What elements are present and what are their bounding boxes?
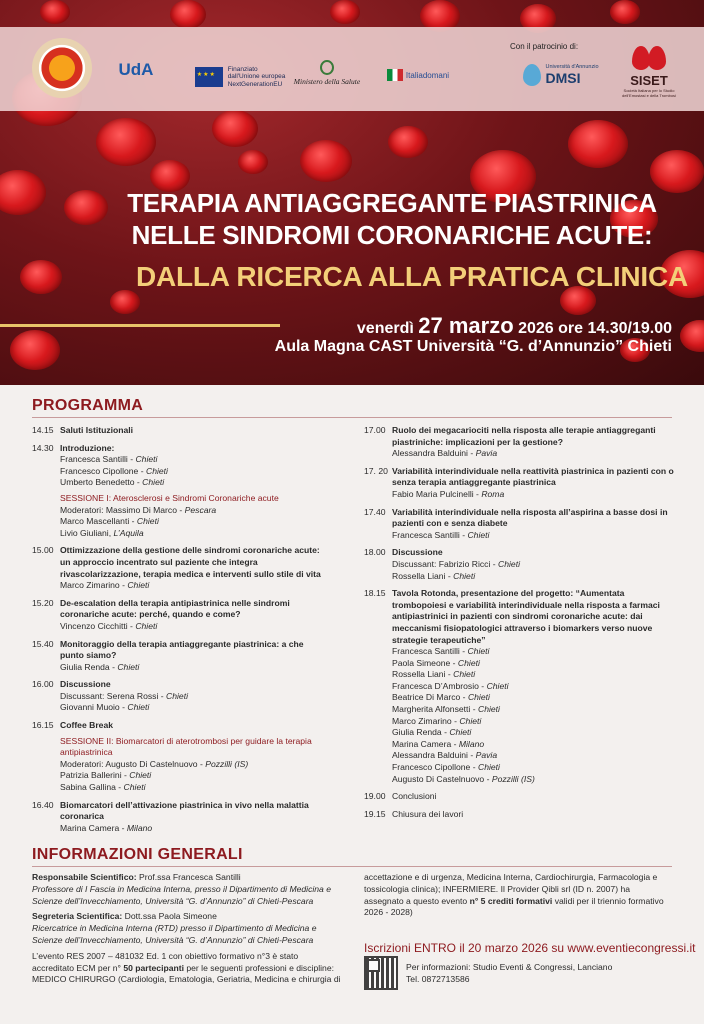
program-title: Discussione	[60, 679, 111, 690]
program-title: Conclusioni	[392, 791, 437, 802]
program-item	[364, 507, 674, 542]
blood-cell-icon	[212, 110, 258, 147]
contact-info: Per informazioni: Studio Eventi & Congressi, Lanciano Tel. 0872713586	[406, 962, 613, 984]
speaker: Marco Zimarino - Chieti	[392, 715, 482, 726]
iscrizioni-text: Iscrizioni ENTRO il 20 marzo 2026 su www.eventiecongressi.it	[364, 941, 696, 955]
info-left	[32, 872, 342, 986]
blood-cell-icon	[110, 290, 140, 314]
ministero-salute-logo: Ministero della Salute	[292, 56, 362, 90]
italiadomani-logo: Italiadomani	[380, 66, 456, 84]
blood-cell-icon	[300, 140, 352, 182]
blood-cell-icon	[568, 120, 628, 168]
programma-left-column	[32, 425, 328, 840]
program-title: Discussione	[392, 547, 443, 558]
program-item	[364, 791, 674, 803]
blood-cell-icon	[170, 0, 206, 29]
speaker: Moderatori: Augusto Di Castelnuovo - Pozzilli (IS)	[60, 758, 249, 769]
speaker: Marco Zimarino - Chieti	[60, 580, 150, 591]
speaker: Sabina Gallina - Chieti	[60, 782, 146, 793]
program-time: 14.30	[32, 442, 54, 453]
program-title: Variabilità interindividuale nella risposta all’aspirina a basse dosi in pazienti con e senza diabete	[392, 506, 668, 529]
program-time: 15.20	[32, 597, 54, 608]
speaker: Vincenzo Cicchitti - Chieti	[60, 620, 158, 631]
speaker: Margherita Alfonsetti - Chieti	[392, 704, 500, 715]
programma-heading: PROGRAMMA	[32, 397, 144, 414]
siset-logo: SISET Società Italiana per lo Studio dell'Emostasi e della Trombosi	[620, 35, 678, 105]
speaker: Francesco Cipollone - Chieti	[392, 762, 500, 773]
speaker: Beatrice Di Marco - Chieti	[392, 692, 490, 703]
program-title: Ruolo dei megacariociti nella risposta alle terapie antiaggreganti piastriniche: implicazioni per la gestione?	[392, 425, 656, 447]
programma-right-column	[364, 425, 674, 826]
program-item	[32, 639, 328, 674]
speaker: Alessandra Balduini - Pavia	[392, 750, 498, 761]
speaker: Augusto Di Castelnuovo - Pozzilli (IS)	[392, 773, 535, 784]
speaker: Moderatori: Massimo Di Marco - Pescara	[60, 504, 217, 515]
speaker: Rossella Liani - Chieti	[392, 669, 476, 680]
program-time: 19.00	[364, 791, 386, 802]
event-place: Aula Magna CAST Università “G. d’Annunzio” Chieti	[274, 338, 672, 355]
patrocinio-label: Con il patrocinio di:	[510, 42, 579, 51]
speaker: Francesca Santilli - Chieti	[392, 529, 490, 540]
speaker: Paola Simeone - Chieti	[392, 657, 480, 668]
blood-cell-icon	[610, 0, 640, 24]
event-title: TERAPIA ANTIAGGREGANTE PIASTRINICA NELLE SINDROMI CORONARICHE ACUTE:	[127, 188, 657, 250]
program-item	[32, 425, 328, 437]
program-item	[364, 466, 674, 501]
program-item	[32, 545, 328, 591]
speaker: Discussant: Serena Rossi - Chieti	[60, 690, 189, 701]
program-time: 15.40	[32, 638, 54, 649]
speaker: Giulia Renda - Chieti	[392, 727, 472, 738]
gold-divider	[0, 324, 280, 327]
program-time: 17. 20	[364, 465, 388, 476]
program-item	[364, 809, 674, 821]
program-title: Chiusura dei lavori	[392, 808, 464, 819]
speaker: Rossella Liani - Chieti	[392, 570, 476, 581]
blood-cell-icon	[238, 150, 268, 174]
session-heading: SESSIONE I: Aterosclerosi e Sindromi Coronariche acute	[60, 492, 279, 503]
eu-logo: ★★★ Finanziato dall'Unione europea NextGenerationEU	[188, 64, 292, 90]
program-time: 15.00	[32, 545, 54, 556]
speaker: Marina Camera - Milano	[392, 738, 485, 749]
event-subtitle: DALLA RICERCA ALLA PRATICA CLINICA	[135, 261, 689, 292]
program-item	[32, 800, 328, 835]
program-item	[32, 443, 328, 540]
blood-cell-icon	[40, 0, 70, 24]
blood-cell-icon	[388, 126, 428, 158]
ecm-text: L’evento RES 2007 – 481032 Ed. 1 con obiettivo formativo n°3 è stato accreditato ECM per n° 50 partecipanti per le seguenti professioni e discipline: MEDICO CHIRURGO (Cardiologia, Ematologia, Geriatria, Medicina e chirurgia di	[32, 950, 341, 985]
speaker: Umberto Benedetto - Chieti	[60, 477, 165, 488]
uda-logo: UdA	[118, 60, 154, 79]
speaker: Francesca Santilli - Chieti	[60, 454, 158, 465]
program-title: Biomarcatori dell’attivazione piastrinica in vivo nella malattia coronarica	[60, 799, 309, 822]
programma-rule	[32, 417, 672, 418]
blood-cell-icon	[680, 320, 704, 352]
event-date: venerdì 27 marzo 2026 ore 14.30/19.00	[356, 313, 672, 338]
blood-cell-icon	[96, 118, 156, 166]
speaker: Marina Camera - Milano	[60, 822, 153, 833]
program-title: Coffee Break	[60, 720, 114, 731]
program-item	[364, 425, 674, 460]
speaker: Giovanni Muoio - Chieti	[60, 702, 150, 713]
program-time: 17.40	[364, 506, 386, 517]
program-time: 17.00	[364, 425, 386, 435]
speaker: Livio Giuliani, L’Aquila	[60, 527, 144, 538]
drop-icon	[523, 64, 541, 86]
qr-code-icon[interactable]	[364, 956, 398, 990]
info-heading: INFORMAZIONI GENERALI	[32, 846, 243, 863]
speaker: Francesca Santilli - Chieti	[392, 646, 490, 657]
info-rule	[32, 866, 672, 867]
emblem-icon	[320, 60, 334, 75]
siset-drops-icon	[630, 43, 668, 73]
program-time: 16.15	[32, 720, 54, 731]
program-title: Tavola Rotonda, presentazione del progetto: “Aumentata trombopoiesi e variabilità interindividuale nella risposta a farmaci antipiastrinici in pazienti con sindromi coronariche acute: dai meccanismi fisiopatologici attraverso i biomarkers verso nuove strategie terapeutiche”	[392, 588, 660, 645]
dmsi-logo: Università d'Annunzio DMSI	[520, 55, 602, 95]
speaker: Alessandra Balduini - Pavia	[392, 448, 498, 459]
program-time: 19.15	[364, 808, 386, 819]
speaker: Patrizia Ballerini - Chieti	[60, 770, 152, 781]
speaker: Discussant: Fabrizio Ricci - Chieti	[392, 558, 520, 569]
blood-cell-icon	[330, 0, 360, 24]
program-time: 16.40	[32, 799, 54, 810]
eu-flag-icon	[195, 67, 223, 87]
program-time: 14.15	[32, 425, 54, 435]
program-item	[32, 598, 328, 633]
lanciano-logo	[32, 38, 92, 98]
program-title: Introduzione:	[60, 442, 115, 453]
blood-cell-icon	[10, 330, 60, 370]
speaker: Giulia Renda - Chieti	[60, 661, 140, 672]
program-item	[32, 679, 328, 714]
program-item	[364, 547, 674, 582]
program-title: De-escalation della terapia antipiastrinica nelle sindromi coronariche acute: perché, quando e come?	[60, 597, 290, 620]
speaker: Marco Mascellanti - Chieti	[60, 516, 159, 527]
italy-flag-icon	[387, 69, 403, 81]
program-time: 18.15	[364, 588, 386, 599]
program-title: Saluti Istituzionali	[60, 425, 134, 435]
responsabile-block: Responsabile Scientifico: Prof.ssa Francesca Santilli Professore di I Fascia in Medicina Interna, presso il Dipartimento di Medicina e Scienze dell’Invecchiamento, Università “G. d’Annunzio” di Chieti-Pescara	[32, 872, 332, 906]
program-time: 16.00	[32, 679, 54, 690]
speaker: Francesco Cipollone - Chieti	[60, 465, 168, 476]
program-title: Ottimizzazione della gestione delle sindromi coronariche acute: un approccio incentrato sul paziente che integra rivascolarizzazione, terapia medica e interventi sullo stile di vita	[60, 545, 321, 579]
speaker: Francesca D’Ambrosio - Chieti	[392, 680, 509, 691]
program-time: 18.00	[364, 547, 386, 558]
program-title: Monitoraggio della terapia antiaggregante piastrinica: a che punto siamo?	[60, 638, 304, 661]
segreteria-block: Segreteria Scientifica: Dott.ssa Paola Simeone Ricercatrice in Medicina Interna (RTD) presso il Dipartimento di Medicina e Scienze dell’Invecchiamento, Università “G. d’Annunzio” di Chieti-Pescara	[32, 911, 317, 945]
session-heading: SESSIONE II: Biomarcatori di aterotrombosi per guidare la terapia antipiastrinica	[60, 735, 312, 758]
program-title: Variabilità interindividuale nella reattività piastrinica in pazienti con o senza terapia antiaggregante piastrinica	[392, 465, 674, 488]
info-right: accettazione e di urgenza, Medicina Interna, Cardiochirurgia, Farmacologia e tossicologia clinica); INFERMIERE. Il Provider Qibli srl (ID n. 2007) ha assegnato a questo evento n° 5 crediti formativi validi per il triennio formativo 2026 - 2028)	[364, 872, 664, 918]
program-item	[32, 720, 328, 794]
program-item	[364, 588, 674, 785]
speaker: Fabio Maria Pulcinelli - Roma	[392, 488, 505, 499]
